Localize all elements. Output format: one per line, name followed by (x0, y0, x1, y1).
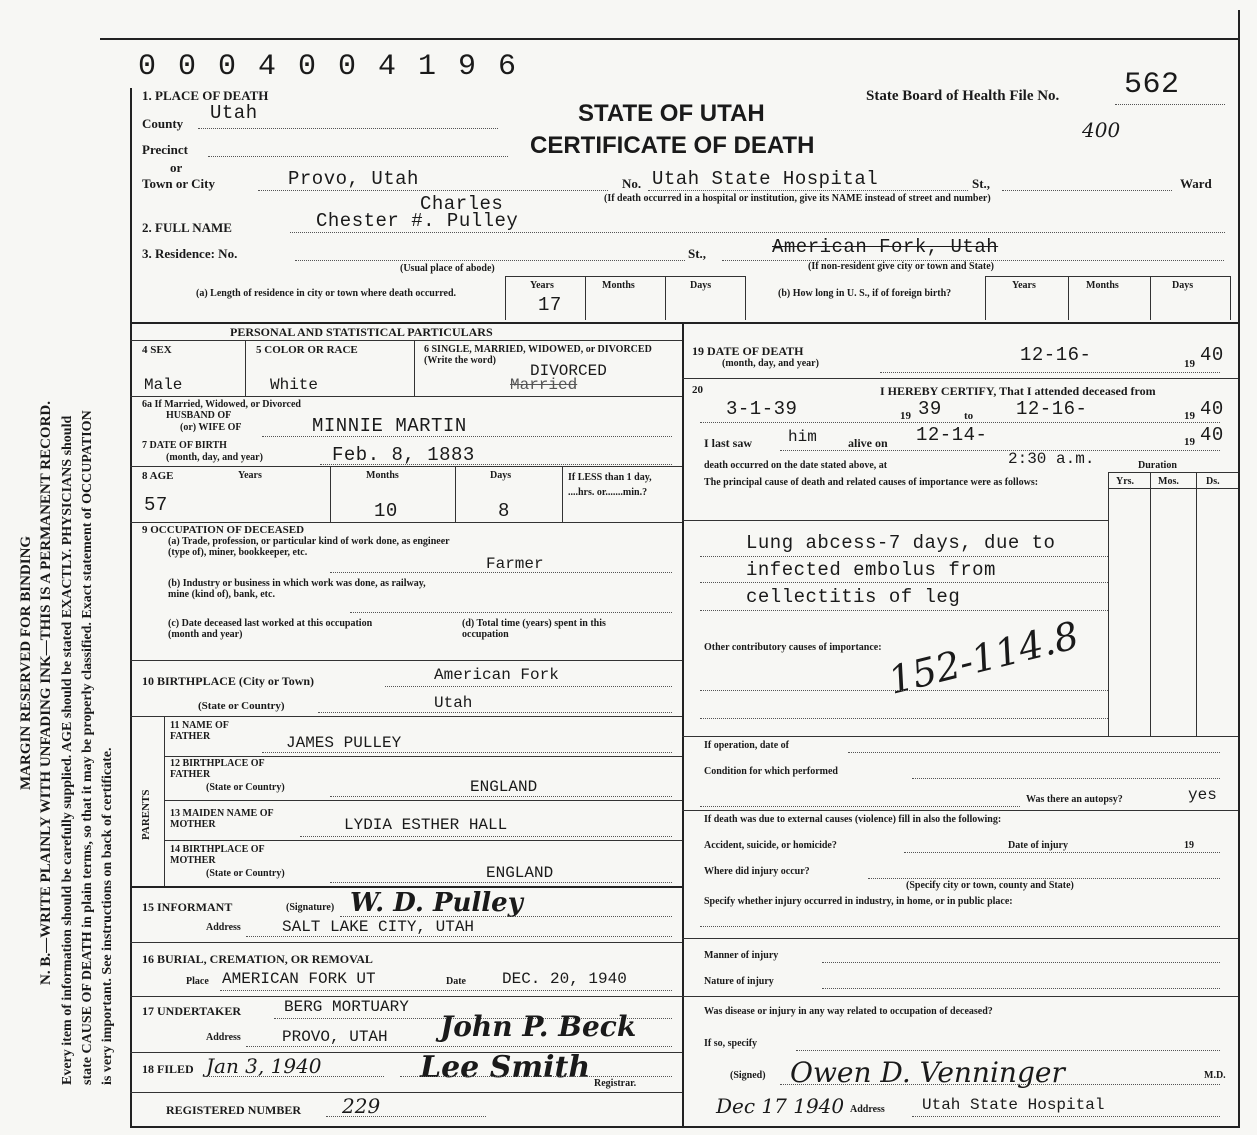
marital-value: DIVORCED (530, 362, 607, 380)
birthplace-label: 10 BIRTHPLACE (City or Town) (142, 674, 315, 688)
father-birthplace-label: 12 BIRTHPLACE OF FATHER (170, 758, 265, 780)
res-years-value: 17 (538, 294, 562, 316)
county-label: County (142, 116, 184, 131)
occupation-a-label: (a) Trade, profession, or particular kind of work done, as engineer (type of), miner, bookkeeper, etc. (168, 536, 450, 558)
occupation-value: Farmer (486, 555, 544, 573)
undertaker-address-label: Address (206, 1032, 241, 1043)
principal-cause-label: The principal cause of death and related causes of importance were as follows: (704, 477, 1039, 488)
foreign-days-label: Days (1172, 280, 1194, 291)
date-of-death-year-prefix: 19 (1184, 358, 1195, 370)
parents-side-label: PARENTS (140, 789, 152, 840)
color-label: 5 COLOR OR RACE (256, 344, 358, 356)
residence-street-label: St., (688, 246, 707, 261)
age-years-label: Years (238, 470, 262, 481)
non-resident-note: (If non-resident give city or town and State) (808, 261, 995, 272)
operation-label: If operation, date of (704, 740, 789, 751)
age-months-label: Months (366, 470, 399, 481)
mother-birthplace-value: ENGLAND (486, 864, 554, 882)
usual-abode-note: (Usual place of abode) (400, 263, 495, 274)
residence-label: 3. Residence: No. (142, 246, 238, 261)
birthplace-state-label: (State or Country) (198, 700, 285, 712)
duration-yrs-label: Yrs. (1116, 476, 1135, 487)
spouse-label-b: HUSBAND OF (166, 410, 232, 421)
last-saw-label: I last saw (704, 436, 753, 450)
attended-from-prefix: 19 (900, 410, 911, 422)
cause-line-3: cellectitis of leg (746, 586, 961, 608)
registrar-label: Registrar. (594, 1078, 637, 1089)
margin-permanent-record-text: N. B.—WRITE PLAINLY WITH UNFADING INK—THIS IS A PERMANENT RECORD. (38, 401, 54, 985)
physician-address-value: Utah State Hospital (922, 1096, 1105, 1114)
father-birthplace-value: ENGLAND (470, 778, 538, 796)
date-of-death-sub: (month, day, and year) (722, 358, 819, 369)
manner-of-injury-label: Manner of injury (704, 950, 779, 961)
cause-line-2: infected embolus from (746, 559, 996, 581)
file-number-label: State Board of Health File No. (866, 88, 1060, 104)
certificate-title: CERTIFICATE OF DEATH (530, 132, 815, 159)
undertaker-label: 17 UNDERTAKER (142, 1004, 242, 1018)
mother-state-label: (State or Country) (206, 868, 285, 879)
alive-on-label: alive on (848, 436, 888, 450)
margin-binding-text: MARGIN RESERVED FOR BINDING (18, 535, 34, 790)
registrar-signature: Lee Smith (420, 1050, 591, 1085)
external-causes-label: If death was due to external causes (violence) fill in also the following: (704, 814, 1002, 825)
file-number: 562 (1124, 68, 1180, 102)
informant-label: 15 INFORMANT (142, 900, 233, 914)
last-saw-year: 40 (1200, 424, 1224, 446)
foreign-years-label: Years (1012, 280, 1036, 291)
color-value: White (270, 376, 319, 394)
duration-ds-label: Ds. (1206, 476, 1220, 487)
margin-instructions-line1: Every item of information should be carefully supplied. AGE should be stated EXACTLY. PHYSICIANS should (60, 415, 75, 1085)
name-correction: Charles (420, 193, 504, 215)
res-years-label: Years (530, 280, 554, 291)
birthplace-city-value: American Fork (434, 666, 559, 684)
length-of-residence-label: (a) Length of residence in city or town where death occurred. (196, 288, 457, 299)
full-name-label: 2. FULL NAME (142, 220, 232, 235)
res-days-label: Days (690, 280, 712, 291)
registered-number-value: 229 (342, 1094, 381, 1118)
attended-from-year: 39 (918, 398, 942, 420)
occupation-b-label: (b) Industry or business in which work was done, as railway, mine (kind of), bank, etc. (168, 578, 426, 600)
signed-label: (Signed) (730, 1070, 766, 1081)
date-of-death-value: 12-16- (1020, 344, 1092, 366)
or-label: or (170, 160, 183, 175)
father-name-label: 11 NAME OF FATHER (170, 720, 229, 742)
death-time: 2:30 a.m. (1008, 450, 1095, 468)
date-of-death-label: 19 DATE OF DEATH (692, 344, 804, 358)
spouse-label-a: 6a If Married, Widowed, or Divorced (142, 399, 301, 410)
burial-date-value: DEC. 20, 1940 (502, 970, 627, 988)
institution-value: Utah State Hospital (652, 168, 879, 190)
margin-instructions-line2: state CAUSE OF DEATH in plain terms, so that it may be properly classified. Exact statement of OCCUPATION (80, 410, 95, 1085)
less-than-day-label: If LESS than 1 day, ....hrs. or.......min.? (568, 472, 652, 498)
filed-date: Jan 3, 1940 (206, 1054, 322, 1078)
marital-struck: Married (510, 376, 578, 394)
informant-address-label: Address (206, 922, 241, 933)
last-saw-date: 12-14- (916, 424, 988, 446)
spouse-value: MINNIE MARTIN (312, 415, 467, 437)
death-occurred-label: death occurred on the date stated above, at (704, 460, 888, 471)
sex-value: Male (144, 376, 183, 394)
occupation-label: 9 OCCUPATION OF DECEASED (142, 524, 305, 536)
margin-instructions-line3: is very important. See instructions on back of certificate. (100, 747, 115, 1085)
if-so-specify-label: If so, specify (704, 1038, 758, 1049)
physician-address-label: Address (850, 1104, 885, 1115)
county-value: Utah (210, 102, 258, 124)
place-of-death-label: 1. PLACE OF DEATH (142, 88, 269, 103)
birthplace-state-value: Utah (434, 694, 473, 712)
date-of-death-year: 40 (1200, 344, 1224, 366)
attended-to-label: to (964, 410, 974, 422)
cause-code: 152-114.8 (884, 613, 1084, 703)
foreign-months-label: Months (1086, 280, 1119, 291)
certify-number: 20 (692, 384, 703, 396)
undertaker-value: BERG MORTUARY (284, 998, 409, 1016)
burial-label: 16 BURIAL, CREMATION, OR REMOVAL (142, 952, 373, 966)
duration-label: Duration (1138, 460, 1177, 471)
town-value: Provo, Utah (288, 168, 419, 190)
burial-date-label: Date (446, 976, 466, 987)
registered-number-label: REGISTERED NUMBER (166, 1103, 302, 1117)
certify-label: I HEREBY CERTIFY, That I attended deceased from (880, 384, 1156, 398)
full-name-value: Chester #. Pulley (316, 210, 519, 232)
state-title: STATE OF UTAH (578, 100, 765, 127)
cause-line-1: Lung abcess-7 days, due to (746, 532, 1056, 554)
precinct-label: Precinct (142, 142, 188, 157)
dob-sub: (month, day, and year) (166, 452, 263, 463)
md-label: M.D. (1204, 1070, 1226, 1081)
physician-signed-date: Dec 17 1940 (716, 1094, 845, 1118)
occupation-related-label: Was disease or injury in any way related to occupation of deceased? (704, 1006, 993, 1017)
attended-to-year: 40 (1200, 398, 1224, 420)
accident-label: Accident, suicide, or homicide? (704, 840, 837, 851)
top-serial-number: 0 0 0 4 0 0 4 1 9 6 (138, 50, 519, 84)
dob-value: Feb. 8, 1883 (332, 444, 475, 466)
nature-of-injury-label: Nature of injury (704, 976, 774, 987)
foreign-birth-label: (b) How long in U. S., if of foreign birth? (778, 288, 952, 299)
duration-mos-label: Mos. (1158, 476, 1179, 487)
occupation-d-label: (d) Total time (years) spent in this occupation (462, 618, 606, 640)
occupation-c-label: (c) Date deceased last worked at this occupation (month and year) (168, 618, 373, 640)
informant-signature-label: (Signature) (286, 902, 335, 913)
filed-label: 18 FILED (142, 1062, 194, 1076)
father-state-label: (State or Country) (206, 782, 285, 793)
father-name-value: JAMES PULLEY (286, 734, 402, 752)
age-label: 8 AGE (142, 470, 174, 482)
informant-address-value: SALT LAKE CITY, UTAH (282, 918, 475, 936)
age-months-value: 10 (374, 500, 398, 522)
ward-label: Ward (1180, 176, 1212, 191)
age-years-value: 57 (144, 494, 168, 516)
where-injury-label: Where did injury occur? (704, 866, 810, 877)
undertaker-signature: John P. Beck (440, 1010, 637, 1043)
where-injury-note: (Specify city or town, county and State) (906, 880, 1074, 891)
attended-to-prefix: 19 (1184, 410, 1195, 422)
institution-note: (If death occurred in a hospital or institution, give its NAME instead of street and number) (604, 193, 991, 204)
burial-place-label: Place (186, 976, 209, 987)
injury-year-prefix: 19 (1184, 840, 1194, 851)
res-months-label: Months (602, 280, 635, 291)
condition-label: Condition for which performed (704, 766, 838, 777)
spouse-label-c: (or) WIFE OF (180, 422, 242, 433)
institution-no-label: No. (622, 176, 642, 191)
attended-to-date: 12-16- (1016, 398, 1088, 420)
residence-value: American Fork, Utah (772, 236, 999, 258)
age-days-value: 8 (498, 500, 510, 522)
age-days-label: Days (490, 470, 512, 481)
personal-section-title: PERSONAL AND STATISTICAL PARTICULARS (230, 325, 493, 339)
mother-name-value: LYDIA ESTHER HALL (344, 816, 508, 834)
attended-from-date: 3-1-39 (726, 398, 798, 420)
dob-label: 7 DATE OF BIRTH (142, 440, 227, 451)
specify-place-label: Specify whether injury occurred in industry, in home, or in public place: (704, 896, 1013, 907)
autopsy-label: Was there an autopsy? (1026, 794, 1123, 805)
undertaker-address-value: PROVO, UTAH (282, 1028, 388, 1046)
burial-place-value: AMERICAN FORK UT (222, 970, 376, 988)
mother-name-label: 13 MAIDEN NAME OF MOTHER (170, 808, 274, 830)
last-saw-him: him (788, 428, 817, 446)
informant-signature: W. D. Pulley (350, 888, 523, 918)
town-label: Town or City (142, 176, 215, 191)
last-saw-prefix: 19 (1184, 436, 1195, 448)
other-causes-label: Other contributory causes of importance: (704, 642, 882, 653)
street-label: St., (972, 176, 991, 191)
autopsy-value: yes (1188, 786, 1217, 804)
file-number-annotation: 400 (1082, 118, 1121, 142)
marital-label: 6 SINGLE, MARRIED, WIDOWED, or DIVORCED (Write the word) (424, 344, 652, 366)
sex-label: 4 SEX (142, 344, 172, 356)
physician-signature: Owen D. Venninger (790, 1056, 1065, 1089)
injury-date-label: Date of injury (1008, 840, 1068, 851)
mother-birthplace-label: 14 BIRTHPLACE OF MOTHER (170, 844, 265, 866)
